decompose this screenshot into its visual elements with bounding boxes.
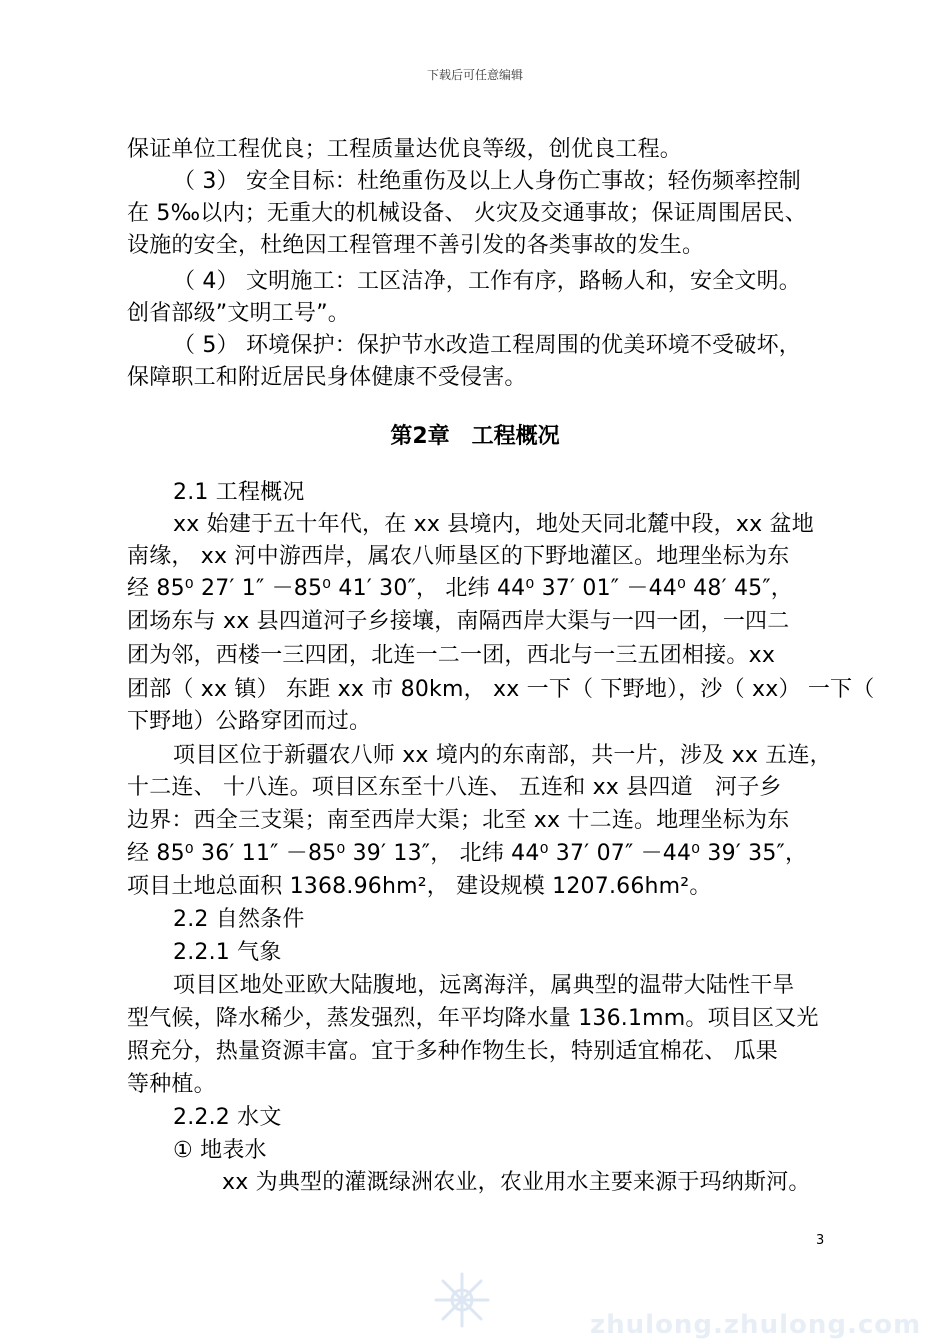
text-line: 团场东与 xx 县四道河子乡接壤，南隔西岸大渠与一四一团，一四二 xyxy=(127,609,790,634)
text-line: 设施的安全，杜绝因工程管理不善引发的各类事故的发生。 xyxy=(127,233,705,258)
page-number: 3 xyxy=(816,1233,825,1248)
section-heading: 2.1 工程概况 xyxy=(173,480,305,505)
section-heading: 2.2.2 水文 xyxy=(173,1105,282,1130)
text-line: xx 为典型的灌溉绿洲农业，农业用水主要来源于玛纳斯河。 xyxy=(222,1170,811,1195)
text-line: 项目区地处亚欧大陆腹地，远离海洋，属典型的温带大陆性干旱 xyxy=(173,973,795,998)
text-line: 十二连、 十八连。项目区东至十八连、 五连和 xx 县四道 河子乡 xyxy=(127,775,782,800)
text-line: （ 4） 文明施工：工区洁净，工作有序，路畅人和，安全文明。 xyxy=(173,269,801,294)
text-line: 创省部级”文明工号”。 xyxy=(127,301,350,326)
text-line: 团部（ xx 镇） 东距 xx 市 80km， xx 一下（ 下野地），沙（ xx） 一下（ xyxy=(127,677,875,702)
text-line: 保障职工和附近居民身体健康不受侵害。 xyxy=(127,365,527,390)
text-line: 照充分，热量资源丰富。宜于多种作物生长，特别适宜棉花、 瓜果 xyxy=(127,1039,778,1064)
text-line: 南缘， xx 河中游西岸，属农八师垦区的下野地灌区。地理坐标为东 xyxy=(127,544,790,569)
watermark-text: zhulong.zhulong.com xyxy=(590,1310,922,1340)
text-line: 项目区位于新疆农八师 xx 境内的东南部，共一片，涉及 xx 五连， xyxy=(173,743,832,768)
text-line: （ 3） 安全目标：杜绝重伤及以上人身伤亡事故；轻伤频率控制 xyxy=(173,169,801,194)
section-heading: 2.2 自然条件 xyxy=(173,907,305,932)
text-line: 型气候，降水稀少，蒸发强烈，年平均降水量 136.1mm。项目区又光 xyxy=(127,1006,819,1031)
text-line: 在 5‰以内；无重大的机械设备、 火灾及交通事故；保证周围居民、 xyxy=(127,201,807,226)
text-line: xx 始建于五十年代，在 xx 县境内，地处天同北麓中段，xx 盆地 xyxy=(173,512,814,537)
section-heading: 2.2.1 气象 xyxy=(173,940,282,965)
text-line: 项目土地总面积 1368.96hm²， 建设规模 1207.66hm²。 xyxy=(127,874,712,899)
text-line: 经 85⁰ 27′ 1″ －85⁰ 41′ 30″， 北纬 44⁰ 37′ 01″ －44⁰ 48′ 45″， xyxy=(127,576,793,601)
text-line: 经 85⁰ 36′ 11″ －85⁰ 39′ 13″， 北纬 44⁰ 37′ 07″ －44⁰ 39′ 35″， xyxy=(127,841,808,866)
text-line: 团为邻，西楼一三四团，北连一二一团，西北与一三五团相接。xx xyxy=(127,643,776,668)
text-line: 边界：西全三支渠；南至西岸大渠；北至 xx 十二连。地理坐标为东 xyxy=(127,808,790,833)
text-line: （ 5） 环境保护：保护节水改造工程周围的优美环境不受破坏， xyxy=(173,333,801,358)
text-line: 下野地）公路穿团而过。 xyxy=(127,709,372,734)
text-line: 保证单位工程优良；工程质量达优良等级，创优良工程。 xyxy=(127,137,683,162)
snowflake-watermark-icon xyxy=(432,1270,492,1330)
page-header: 下载后可任意编辑 xyxy=(426,68,523,82)
text-line: 等种植。 xyxy=(127,1072,216,1097)
chapter-title: 第2章 工程概况 xyxy=(390,424,560,449)
text-line: ① 地表水 xyxy=(173,1138,267,1163)
